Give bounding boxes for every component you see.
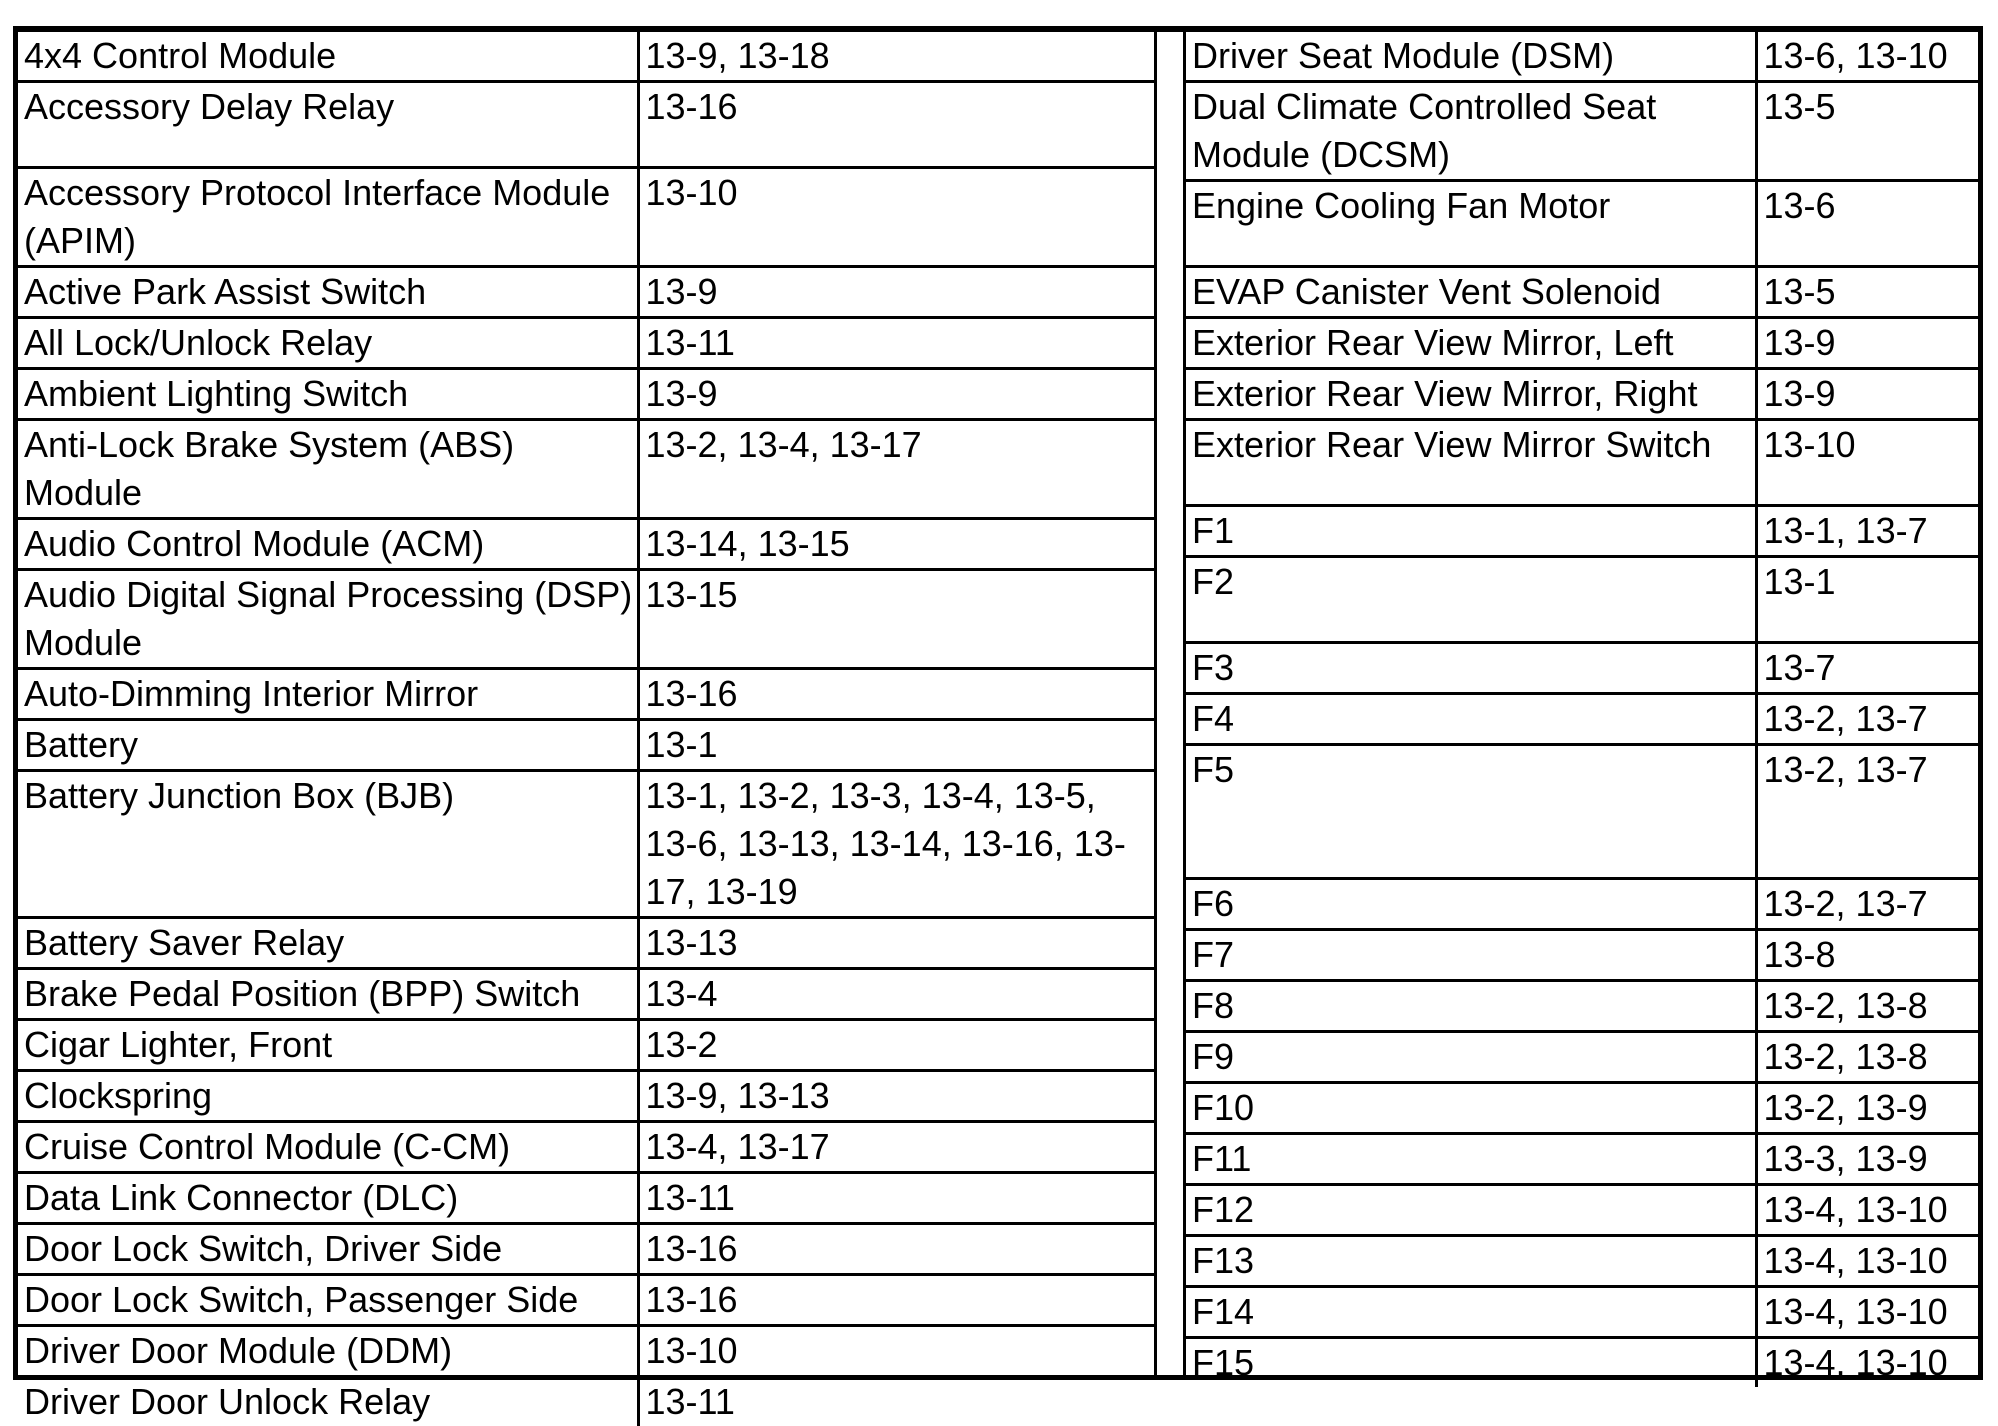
- page-reference-cell: 13-11: [638, 1377, 1154, 1426]
- page-reference-cell: 13-10: [1756, 420, 1978, 506]
- component-name-cell: Driver Door Module (DDM): [18, 1326, 638, 1377]
- component-name-cell: Brake Pedal Position (BPP) Switch: [18, 969, 638, 1020]
- component-name-cell: Door Lock Switch, Driver Side: [18, 1224, 638, 1275]
- component-name-cell: Audio Digital Signal Processing (DSP) Module: [18, 570, 638, 669]
- table-row: [18, 1377, 1154, 1426]
- table-row: [1186, 1338, 1978, 1388]
- component-name-cell: Audio Control Module (ACM): [18, 519, 638, 570]
- page-reference-cell: 13-9, 13-18: [638, 32, 1154, 82]
- page-reference-cell: 13-8: [1756, 930, 1978, 981]
- component-name-cell: Anti-Lock Brake System (ABS) Module: [18, 420, 638, 519]
- page-reference-cell: 13-15: [638, 570, 1154, 669]
- table-row: [1186, 420, 1978, 506]
- page-reference-cell: 13-10: [638, 168, 1154, 267]
- component-name-cell: Driver Door Unlock Relay: [18, 1377, 638, 1426]
- page-reference-cell: 13-2, 13-9: [1756, 1083, 1978, 1134]
- component-name-cell: Clockspring: [18, 1071, 638, 1122]
- table-row: [1186, 930, 1978, 981]
- page-reference-cell: 13-16: [638, 82, 1154, 168]
- component-name-cell: F4: [1186, 694, 1756, 745]
- component-name-cell: F6: [1186, 879, 1756, 930]
- index-table-right-body: [1186, 32, 1978, 1387]
- component-name-cell: Engine Cooling Fan Motor: [1186, 181, 1756, 267]
- page-reference-cell: 13-14, 13-15: [638, 519, 1154, 570]
- component-name-cell: EVAP Canister Vent Solenoid: [1186, 267, 1756, 318]
- component-index-sheet: [13, 26, 1983, 1380]
- component-name-cell: F8: [1186, 981, 1756, 1032]
- page-reference-cell: 13-2, 13-8: [1756, 1032, 1978, 1083]
- component-name-cell: F13: [1186, 1236, 1756, 1287]
- page-reference-cell: 13-2, 13-4, 13-17: [638, 420, 1154, 519]
- component-name-cell: F9: [1186, 1032, 1756, 1083]
- page-reference-cell: 13-6: [1756, 181, 1978, 267]
- component-name-cell: Battery Saver Relay: [18, 918, 638, 969]
- page-reference-cell: 13-1, 13-2, 13-3, 13-4, 13-5, 13-6, 13-13, 13-14, 13-16, 13-17, 13-19: [638, 771, 1154, 918]
- page-reference-cell: 13-2, 13-8: [1756, 981, 1978, 1032]
- page-reference-cell: 13-6, 13-10: [1756, 32, 1978, 82]
- table-row: [18, 267, 1154, 318]
- component-name-cell: Cigar Lighter, Front: [18, 1020, 638, 1071]
- table-row: [1186, 557, 1978, 643]
- component-name-cell: F2: [1186, 557, 1756, 643]
- page-reference-cell: 13-1, 13-7: [1756, 506, 1978, 557]
- component-name-cell: F3: [1186, 643, 1756, 694]
- component-name-cell: F15: [1186, 1338, 1756, 1388]
- table-row: [1186, 1083, 1978, 1134]
- index-table-right: [1186, 32, 1978, 1387]
- page-reference-cell: 13-4, 13-10: [1756, 1236, 1978, 1287]
- component-name-cell: Cruise Control Module (C-CM): [18, 1122, 638, 1173]
- page-reference-cell: 13-4, 13-10: [1756, 1338, 1978, 1388]
- index-table-left-body: [18, 32, 1154, 1426]
- component-name-cell: Accessory Delay Relay: [18, 82, 638, 168]
- table-row: [18, 1326, 1154, 1377]
- page-reference-cell: 13-1: [1756, 557, 1978, 643]
- table-row: [1186, 1134, 1978, 1185]
- component-name-cell: F11: [1186, 1134, 1756, 1185]
- page-reference-cell: 13-2, 13-7: [1756, 694, 1978, 745]
- component-name-cell: All Lock/Unlock Relay: [18, 318, 638, 369]
- page-reference-cell: 13-9, 13-13: [638, 1071, 1154, 1122]
- component-name-cell: F14: [1186, 1287, 1756, 1338]
- table-row: [1186, 506, 1978, 557]
- table-row: [1186, 879, 1978, 930]
- page-reference-cell: 13-4, 13-10: [1756, 1185, 1978, 1236]
- table-row: [1186, 82, 1978, 181]
- table-row: [18, 918, 1154, 969]
- page-reference-cell: 13-2: [638, 1020, 1154, 1071]
- table-row: [18, 32, 1154, 82]
- table-row: [18, 1122, 1154, 1173]
- table-row: [18, 1071, 1154, 1122]
- table-row: [18, 570, 1154, 669]
- component-name-cell: F1: [1186, 506, 1756, 557]
- component-name-cell: 4x4 Control Module: [18, 32, 638, 82]
- table-row: [1186, 745, 1978, 879]
- component-name-cell: Exterior Rear View Mirror, Right: [1186, 369, 1756, 420]
- component-name-cell: Battery: [18, 720, 638, 771]
- table-row: [18, 1020, 1154, 1071]
- table-row: [18, 168, 1154, 267]
- page-reference-cell: 13-11: [638, 1173, 1154, 1224]
- table-row: [18, 1224, 1154, 1275]
- table-row: [18, 369, 1154, 420]
- page-reference-cell: 13-7: [1756, 643, 1978, 694]
- table-row: [18, 519, 1154, 570]
- component-name-cell: Ambient Lighting Switch: [18, 369, 638, 420]
- page-reference-cell: 13-9: [638, 267, 1154, 318]
- table-row: [1186, 1236, 1978, 1287]
- page-reference-cell: 13-10: [638, 1326, 1154, 1377]
- component-name-cell: Door Lock Switch, Passenger Side: [18, 1275, 638, 1326]
- table-row: [18, 669, 1154, 720]
- page-reference-cell: 13-5: [1756, 82, 1978, 181]
- page-reference-cell: 13-16: [638, 669, 1154, 720]
- component-name-cell: Active Park Assist Switch: [18, 267, 638, 318]
- component-name-cell: Auto-Dimming Interior Mirror: [18, 669, 638, 720]
- page-reference-cell: 13-2, 13-7: [1756, 879, 1978, 930]
- component-name-cell: Data Link Connector (DLC): [18, 1173, 638, 1224]
- component-name-cell: F10: [1186, 1083, 1756, 1134]
- table-row: [1186, 643, 1978, 694]
- table-row: [1186, 369, 1978, 420]
- page-reference-cell: 13-9: [1756, 369, 1978, 420]
- component-name-cell: Exterior Rear View Mirror, Left: [1186, 318, 1756, 369]
- table-row: [1186, 694, 1978, 745]
- component-name-cell: Exterior Rear View Mirror Switch: [1186, 420, 1756, 506]
- table-row: [1186, 32, 1978, 82]
- table-row: [18, 771, 1154, 918]
- table-row: [1186, 267, 1978, 318]
- page-reference-cell: 13-9: [638, 369, 1154, 420]
- component-name-cell: F7: [1186, 930, 1756, 981]
- page-reference-cell: 13-5: [1756, 267, 1978, 318]
- page-reference-cell: 13-16: [638, 1224, 1154, 1275]
- column-gutter: [1154, 32, 1186, 1375]
- table-row: [18, 82, 1154, 168]
- page-reference-cell: 13-2, 13-7: [1756, 745, 1978, 879]
- component-name-cell: F12: [1186, 1185, 1756, 1236]
- component-name-cell: Battery Junction Box (BJB): [18, 771, 638, 918]
- table-row: [1186, 1287, 1978, 1338]
- table-row: [18, 420, 1154, 519]
- table-row: [1186, 981, 1978, 1032]
- page-reference-cell: 13-4, 13-10: [1756, 1287, 1978, 1338]
- table-row: [1186, 181, 1978, 267]
- table-row: [18, 720, 1154, 771]
- page-reference-cell: 13-16: [638, 1275, 1154, 1326]
- page-reference-cell: 13-9: [1756, 318, 1978, 369]
- table-row: [18, 969, 1154, 1020]
- component-name-cell: F5: [1186, 745, 1756, 879]
- table-row: [1186, 318, 1978, 369]
- index-table-left: [18, 32, 1154, 1426]
- page-reference-cell: 13-4, 13-17: [638, 1122, 1154, 1173]
- page-reference-cell: 13-11: [638, 318, 1154, 369]
- page-reference-cell: 13-13: [638, 918, 1154, 969]
- table-row: [1186, 1185, 1978, 1236]
- page-reference-cell: 13-3, 13-9: [1756, 1134, 1978, 1185]
- page-reference-cell: 13-1: [638, 720, 1154, 771]
- component-name-cell: Accessory Protocol Interface Module (APIM): [18, 168, 638, 267]
- component-name-cell: Driver Seat Module (DSM): [1186, 32, 1756, 82]
- table-row: [18, 318, 1154, 369]
- table-row: [18, 1173, 1154, 1224]
- table-row: [18, 1275, 1154, 1326]
- component-name-cell: Dual Climate Controlled Seat Module (DCSM): [1186, 82, 1756, 181]
- table-row: [1186, 1032, 1978, 1083]
- page-reference-cell: 13-4: [638, 969, 1154, 1020]
